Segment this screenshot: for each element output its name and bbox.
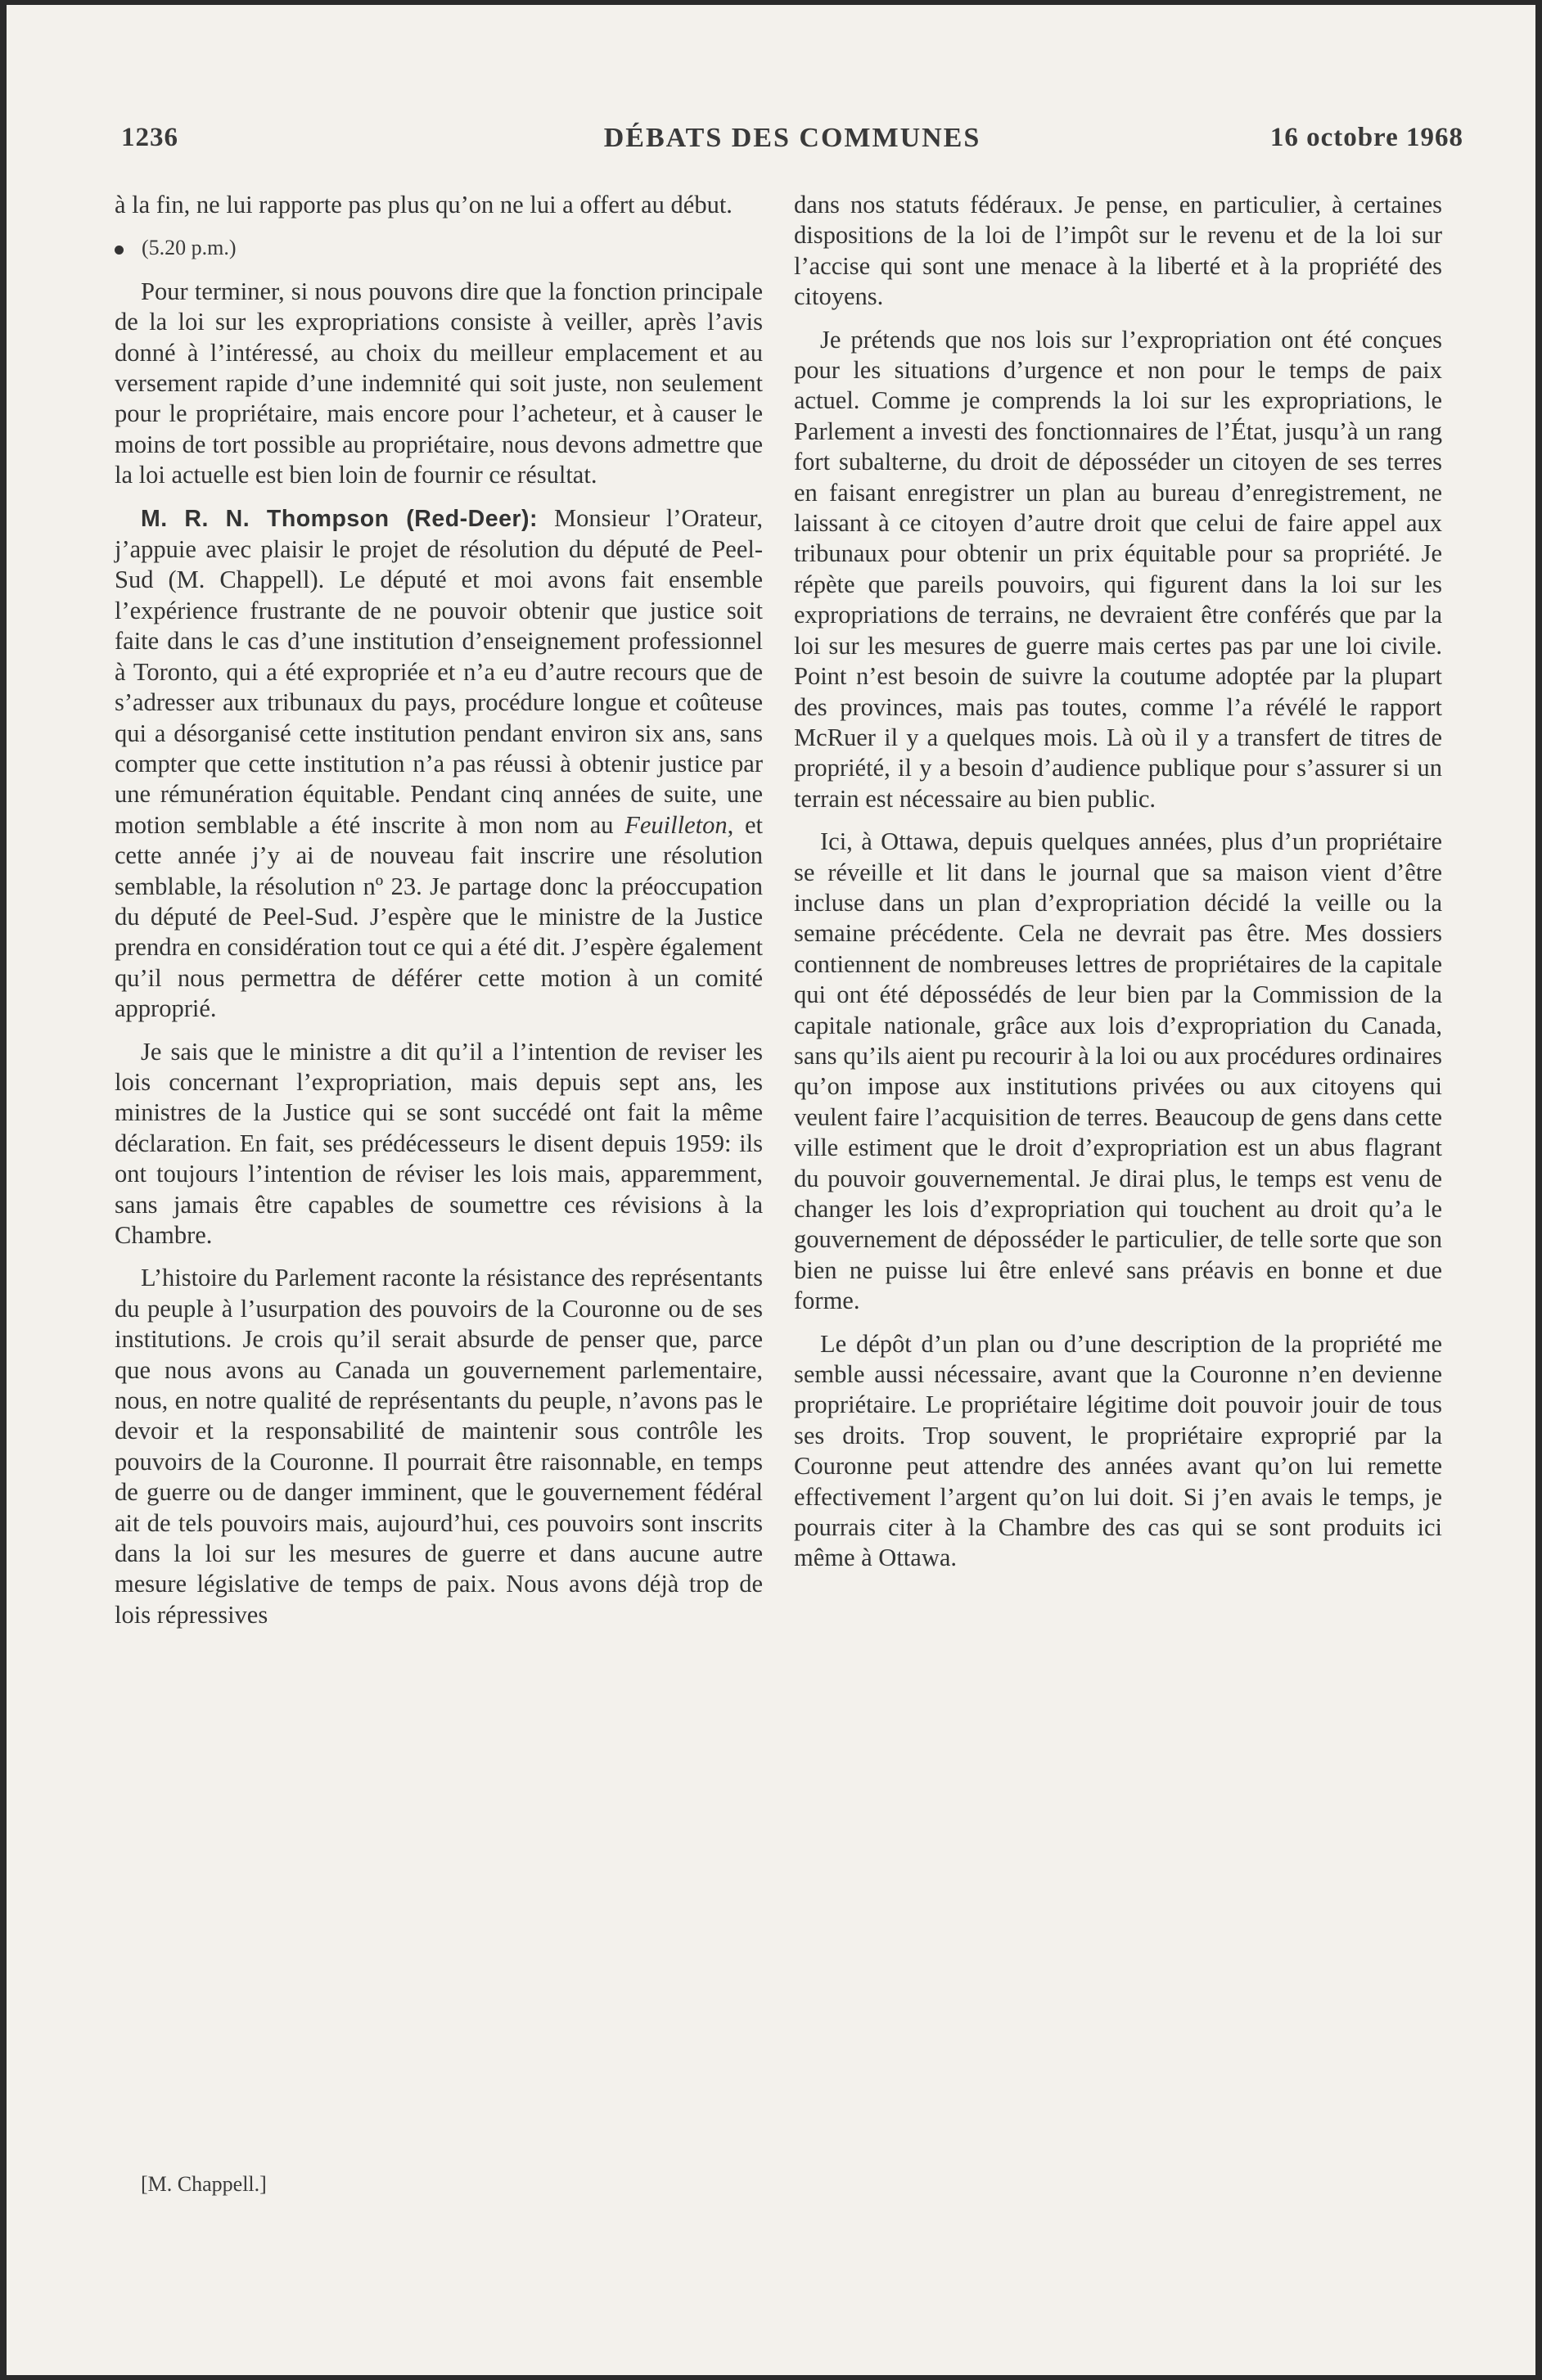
page-date: 16 octobre 1968 — [1269, 123, 1463, 152]
bullet-icon — [115, 246, 124, 255]
paragraph: à la fin, ne lui rapporte pas plus qu’on ne lui a offert au début. — [115, 191, 733, 219]
paragraph: L’histoire du Parlement raconte la résistance des représentants du peuple à l’usurpation des pouvoirs de la Couronne ou de ses institutions. Je crois qu’il serait absurde de penser que, parce que nous avons au Canada un gouvernement parlementaire, nous, en notre qualité de représentants du peuple, n’avons pas le devoir et la responsabilité de maintenir sous contrôle les pouvoirs de la Couronne. Il pourrait être raisonnable, en temps de guerre ou de danger imminent, que le gouvernement fédéral ait de tels pouvoirs mais, aujourd’hui, ces pouvoirs sont inscrits dans la loi sur les mesures de guerre et dans aucune autre mesure législative de temps de paix. Nous avons déjà trop de lois répressives — [115, 1264, 763, 1629]
speaker-name: M. R. N. Thompson (Red-Deer): — [141, 505, 538, 532]
document-page — [7, 5, 1535, 2375]
paragraph: Je sais que le ministre a dit qu’il a l’intention de reviser les lois concernant l’expropriation, mais depuis sept ans, les ministres de la Justice qui se sont succédé ont fait la même déclaration. En fait, ses prédécesseurs le disent depuis 1959: ils ont toujours l’intention de réviser les lois mais, apparemment, sans jamais être capables de soumettre ces révisions à la Chambre. — [115, 1037, 763, 1249]
speaker-attribution: [M. Chappell.] — [141, 2172, 267, 2196]
paragraph: Ici, à Ottawa, depuis quelques années, plus d’un propriétaire se réveille et lit dans le journal que sa maison vient d’être incluse dans un plan d’expropriation décidé la veille ou la semaine précédente. Cela ne devrait pas être. Mes dossiers contiennent de nombreuses lettres de propriétaires de la capitale qui ont été dépossédés de leur bien par la Commission de la capitale nationale, grâce aux lois d’expropriation du Canada, sans qu’ils aient pu recourir à la loi ou aux procédures ordinaires qu’on impose aux institutions privées ou aux citoyens qui veulent faire l’acquisition de terres. Beaucoup de gens dans cette ville estiment que le droit d’expropriation est un abus flagrant du pouvoir gouvernemental. Je dirai plus, le temps est venu de changer les lois d’expropriation qui touchent au droit qu’a le gouvernement de déposséder le particulier, de telle sorte que son bien ne puisse lui être enlevé sans préavis en bonne et due forme. — [794, 827, 1442, 1315]
paragraph: Le dépôt d’un plan ou d’une description de la propriété me semble aussi nécessaire, avant que la Couronne n’en devienne propriétaire. Le propriétaire légitime doit pouvoir jouir de tous ses droits. Trop souvent, le propriétaire exproprié par la Couronne peut attendre des années avant qu’on lui remette effectivement l’argent qu’on lui doit. Si j’en avais le temps, je pourrais citer à la Chambre des cas qui se sont produits ici même à Ottawa. — [794, 1329, 1442, 1572]
right-column — [794, 190, 1442, 1586]
paragraph-text: , et cette année j’y ai de nouveau fait inscrire une résolution semblable, la résolution nº 23. Je partage donc la préoccupation du député de Peel-Sud. J’espère que le ministre de la Justice prendra en considération tout ce qui a été dit. J’espère également qu’il nous permettra de déférer cette motion à un comité approprié. — [115, 810, 763, 1023]
italic-text: Feuilleton — [624, 810, 728, 839]
page-header — [121, 123, 1463, 162]
paragraph-with-speaker — [115, 503, 763, 1025]
paragraph: Je prétends que nos lois sur l’expropriation ont été conçues pour les situations d’urgence et non pour le temps de paix actuel. Comme je comprends la loi sur les expropriations, le Parlement a investi des fonctionnaires de l’État, jusqu’à un rang fort subalterne, du droit de déposséder un citoyen de ses terres en faisant enregistrer un plan au bureau d’enregistrement, ne laissant à ce citoyen d’autre droit que celui de faire appel aux tribunaux pour obtenir un prix équitable pour sa propriété. Je répète que pareils pouvoirs, qui figurent dans la loi sur les expropriations de terrains, ne devraient être conférés que par la loi sur les mesures de guerre mais certes pas par une loi civile. Point n’est besoin de suivre la coutume adoptée par la plupart des provinces, mais pas toutes, comme l’a révélé le rapport McRuer il y a quelques mois. Là où il y a transfert de titres de propriété, il y a besoin d’audience publique pour s’assurer si un terrain est nécessaire au bien public. — [794, 325, 1442, 813]
paragraph-text: Monsieur l’Orateur, j’appuie avec plaisir le projet de résolution du député de Peel-Sud (M. Chappell). Le député et moi avons fait ensemble l’expérience frustrante de ne pouvoir obtenir que justice soit faite dans le cas d’une institution d’enseignement professionnel à Toronto, qui a été expropriée et n’a eu d’autre recours que de s’adresser aux tribunaux du pays, procédure longue et coûteuse qui a désorganisé cette institution pendant environ six ans, sans compter que cette institution n’a pas réussi à obtenir justice par une rémunération équitable. Pendant cinq années de suite, une motion semblable a été inscrite à mon nom au — [115, 503, 763, 839]
publication-title: DÉBATS DES COMMUNES — [603, 123, 981, 153]
page-number: 1236 — [121, 123, 178, 152]
timestamp-text: (5.20 p.m.) — [142, 236, 237, 260]
timestamp — [115, 232, 763, 263]
left-column — [115, 190, 763, 1643]
paragraph: Pour terminer, si nous pouvons dire que la fonction principale de la loi sur les expropriations consiste à veiller, après l’avis donné à l’intéressé, au choix du meilleur emplacement et au versement rapide d’une indemnité qui soit juste, non seulement pour le propriétaire, mais encore pour l’acheteur, et à causer le moins de tort possible au propriétaire, nous devons admettre que la loi actuelle est bien loin de fournir ce résultat. — [115, 277, 763, 489]
paragraph: dans nos statuts fédéraux. Je pense, en particulier, à certaines dispositions de la loi de l’impôt sur le revenu et de la loi sur l’accise qui sont une menace à la liberté et à la propriété des citoyens. — [794, 191, 1442, 311]
